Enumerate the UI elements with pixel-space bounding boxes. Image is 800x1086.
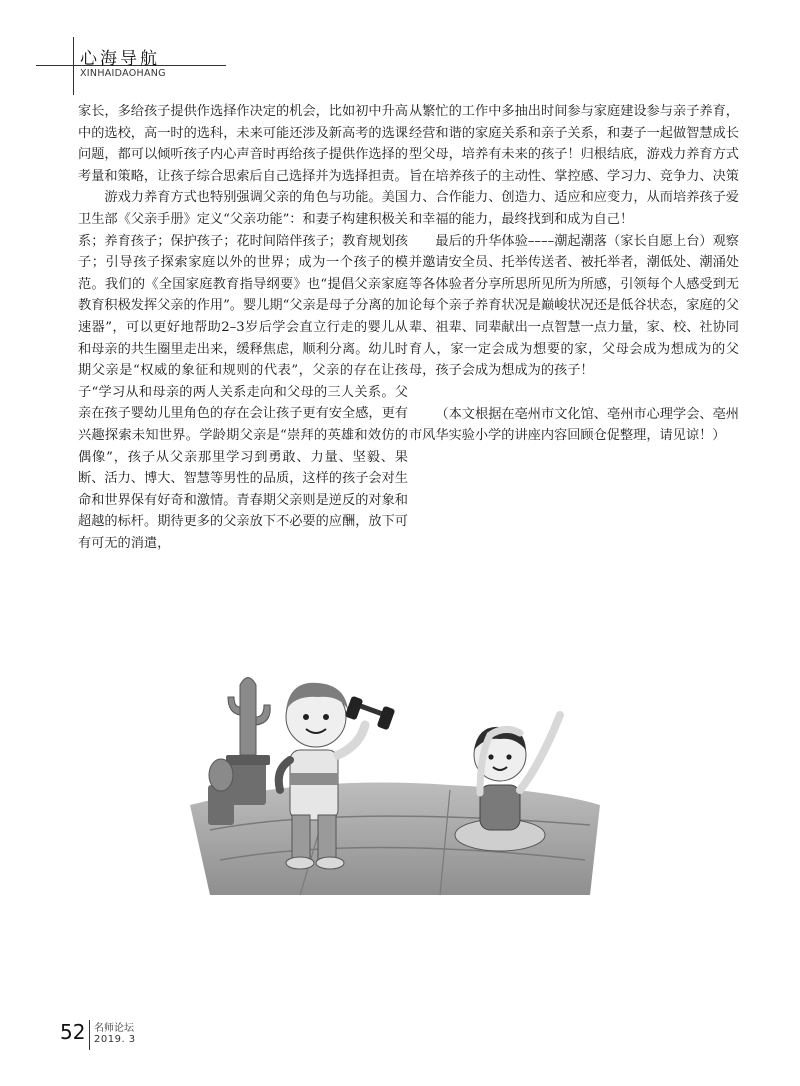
author-note: （本文根据在亳州市文化馆、亳州市心理学会、亳州市风华实验小学的讲座内容回顾仓促整理，请见谅！） [409,406,739,444]
left-paragraph-2: 游戏力养育方式也特别强调父亲的角色与功能。美国卫生部《父亲手册》定义“父亲功能”：和妻子构建积极关系；养育孩子；保护孩子；花时间陪伴孩子；教育规划孩子；引导孩子探索家庭以外的世界；成为一个孩子的模范。我们的《全国家庭教育指导纲要》也“提倡父亲家庭教育积极发挥父亲的作用”。婴儿期“父亲是母子分离的加速器”，可以更好地帮助2–3岁后学会直立行走的婴儿从和母亲的共生圈里走出来，缓释焦虑，顺利分离。幼儿时期父亲是“权威的象征和规则的代表”，父亲的存在让孩子“学习从和母亲的两人关系走向和父母的三人关系。父亲在孩子婴幼儿里角色的存在会让孩子更有安全感，更有兴趣探索未知世界。学龄期父亲是“崇拜的英雄和效仿的偶像”，孩子从父亲那里学习到勇敢、力量、坚毅、果断、活力、博大、智慧等男性的品质，这样的孩子会对生命和世界保有好奇和激情。青春期父亲则是逆反的对象和超越的标杆。期待更多的父亲放下不必要的应酬，放下可有可无的消遣， [78,190,408,551]
right-paragraph-1: 从繁忙的工作中多抽出时间参与家庭建设参与亲子养育，经营和谐的家庭关系和亲子关系，和妻子一起做智慧成长型父母，培养有未来的孩子！归根结底，游戏力养育方式旨在培养孩子的主动性、掌控感、学习力、竞争力、决策力、合作能力、创造力、适应和应变力，从而培养孩子爱和幸福的能力，最终找到和成为自己！ [409,104,739,227]
issue-date: 2019. 3 [94,1034,136,1045]
children-exercise-illustration [190,655,600,895]
right-paragraph-2: 最后的升华体验––––潮起潮落（家长自愿上台）观察并邀请安全员、托举传送者、被托举者，潮低处、潮涌处等各体验者分享所思所见所为所感，引领每个人感受到无论每个亲子养育状况是巅峻状况还是低谷状态，家庭的父辈、祖辈、同辈献出一点智慧一点力量，家、校、社协同育人，家一定会成为想要的家，父母会成为想成为的父母，孩子会成为想成为的孩子！ [409,233,739,379]
cactus-icon [208,678,270,826]
footer-divider [89,1020,90,1050]
right-column [409,101,739,447]
section-pinyin: XINHAIDAOHANG [80,68,166,79]
magazine-name: 名师论坛 [94,1023,134,1034]
left-paragraph-1: 家长，多给孩子提供作选择作决定的机会，比如初中升高中的选校，高一时的选科，未来可能还涉及新高考的选课问题，都可以倾听孩子内心声音时再给孩子提供作选择的考量和策略，让孩子综合思索后自己选择并为选择担责。 [78,104,408,184]
page-number: 52 [60,1020,86,1044]
section-title: 心海导航 [80,49,160,69]
header-vertical-rule [73,37,74,95]
dumbbell-icon [345,696,396,731]
left-column [78,101,408,554]
